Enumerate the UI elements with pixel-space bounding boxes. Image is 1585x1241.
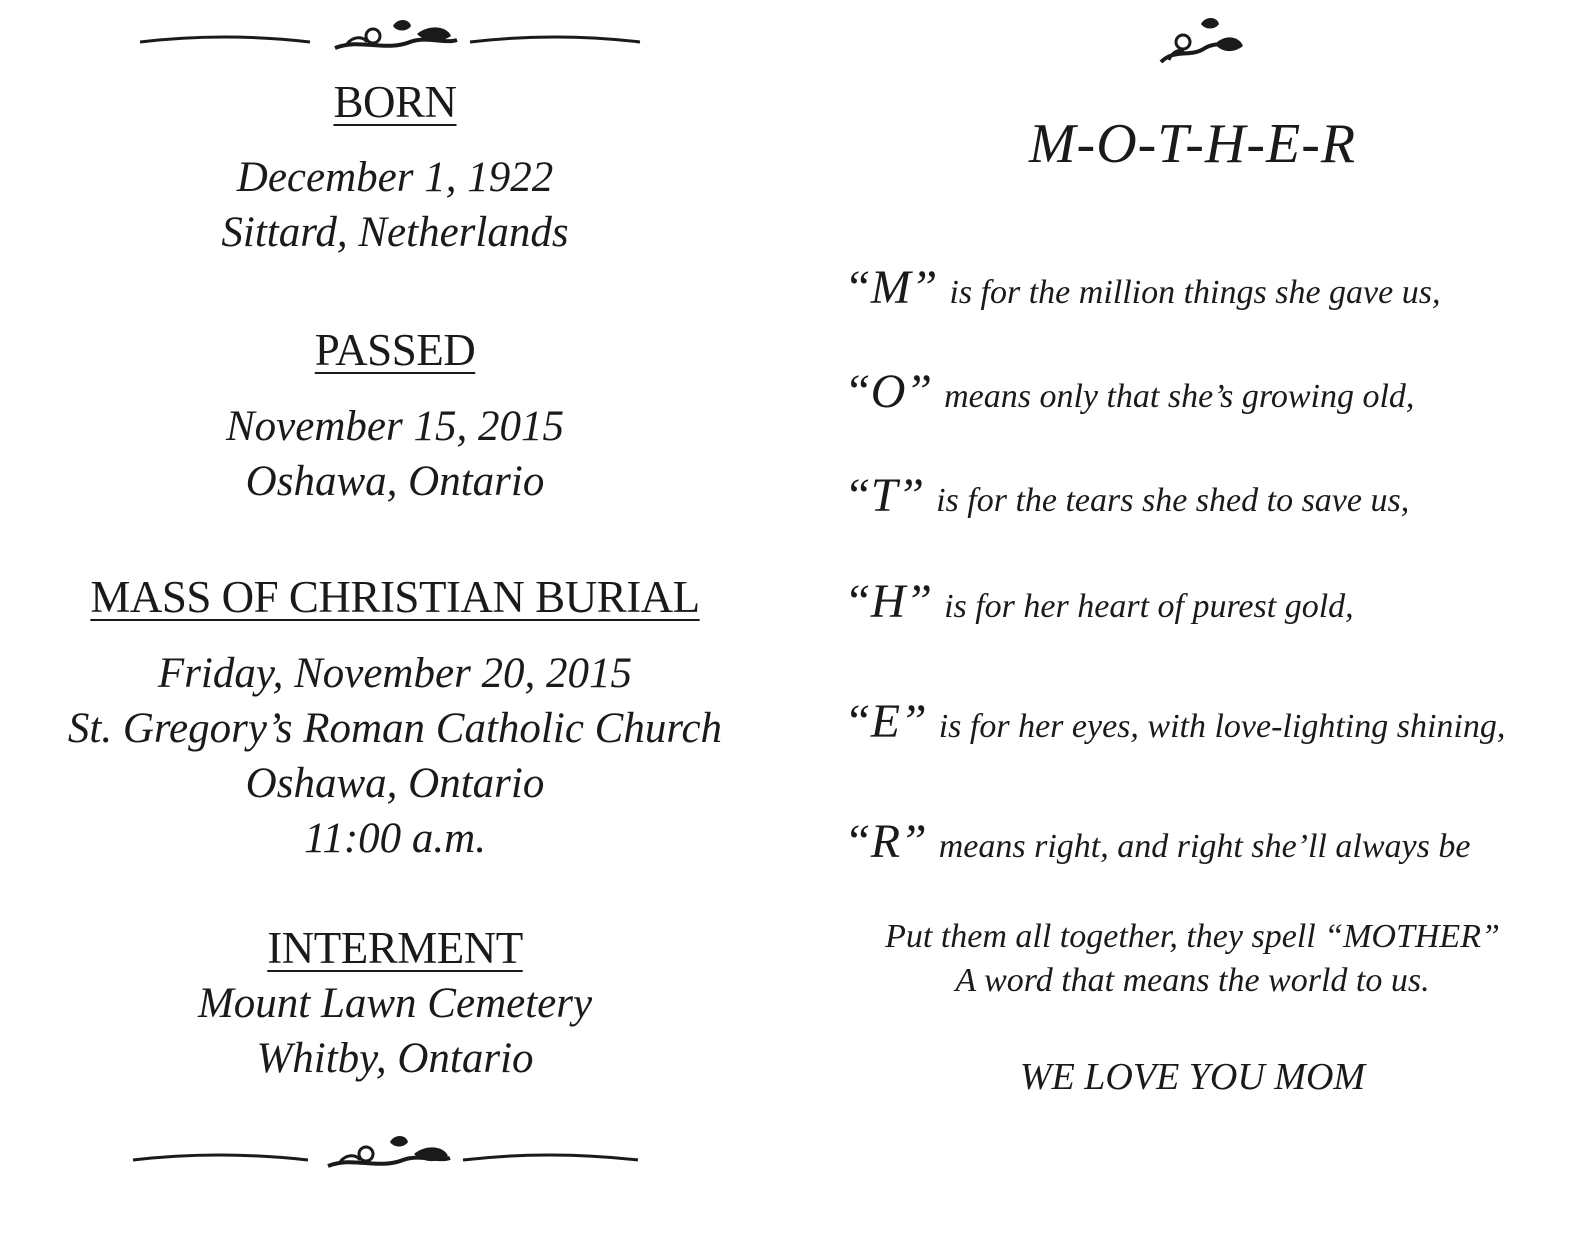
left-panel bbox=[0, 0, 790, 1241]
poem-letter: “M” bbox=[844, 261, 938, 314]
born-place: Sittard, Netherlands bbox=[221, 209, 569, 256]
floral-divider-top-icon bbox=[135, 14, 645, 60]
mass-heading: MASS OF CHRISTIAN BURIAL bbox=[90, 572, 700, 622]
poem-text: means right, and right she’ll always be bbox=[938, 828, 1471, 865]
poem-text: is for the tears she shed to save us, bbox=[936, 482, 1410, 519]
born-date: December 1, 1922 bbox=[236, 154, 554, 201]
poem-line bbox=[844, 575, 1354, 628]
poem-text: is for the million things she gave us, bbox=[949, 274, 1441, 311]
closing-line: A word that means the world to us. bbox=[955, 962, 1430, 999]
poem-letter: “T” bbox=[844, 469, 925, 522]
poem-line bbox=[844, 695, 1506, 748]
born-heading: BORN bbox=[333, 77, 457, 127]
mass-church: St. Gregory’s Roman Catholic Church bbox=[67, 705, 723, 752]
born-details bbox=[0, 150, 790, 260]
mass-place: Oshawa, Ontario bbox=[245, 760, 545, 807]
signoff: WE LOVE YOU MOM bbox=[1019, 1056, 1366, 1098]
poem-text: is for her eyes, with love-lighting shining, bbox=[938, 708, 1506, 745]
passed-details bbox=[0, 399, 790, 509]
poem-text: is for her heart of purest gold, bbox=[944, 588, 1354, 625]
floral-divider-bottom-icon bbox=[128, 1132, 643, 1178]
poem-line bbox=[844, 261, 1441, 314]
poem-letter: “E” bbox=[844, 695, 927, 748]
poem-letter: “H” bbox=[844, 575, 933, 628]
interment-heading: INTERMENT bbox=[267, 923, 523, 973]
poem-closing bbox=[800, 915, 1585, 1003]
passed-place: Oshawa, Ontario bbox=[245, 458, 545, 505]
interment-details bbox=[0, 976, 790, 1086]
passed-heading: PASSED bbox=[314, 325, 476, 375]
mass-time: 11:00 a.m. bbox=[304, 815, 486, 862]
poem-line bbox=[844, 469, 1410, 522]
closing-line: Put them all together, they spell “MOTHER” bbox=[885, 918, 1500, 955]
right-panel bbox=[800, 0, 1585, 1241]
poem-letter: “R” bbox=[844, 815, 927, 868]
interment-cemetery: Mount Lawn Cemetery bbox=[197, 980, 593, 1027]
floral-sprig-icon bbox=[1155, 14, 1247, 70]
passed-date: November 15, 2015 bbox=[226, 403, 564, 450]
mass-date: Friday, November 20, 2015 bbox=[157, 650, 633, 697]
poem-line bbox=[844, 365, 1415, 418]
poem-letter: “O” bbox=[844, 365, 933, 418]
interment-place: Whitby, Ontario bbox=[256, 1035, 534, 1082]
poem-text: means only that she’s growing old, bbox=[944, 378, 1415, 415]
poem-title: M-O-T-H-E-R bbox=[1028, 113, 1357, 175]
mass-details bbox=[0, 646, 790, 866]
poem-line bbox=[844, 815, 1471, 868]
